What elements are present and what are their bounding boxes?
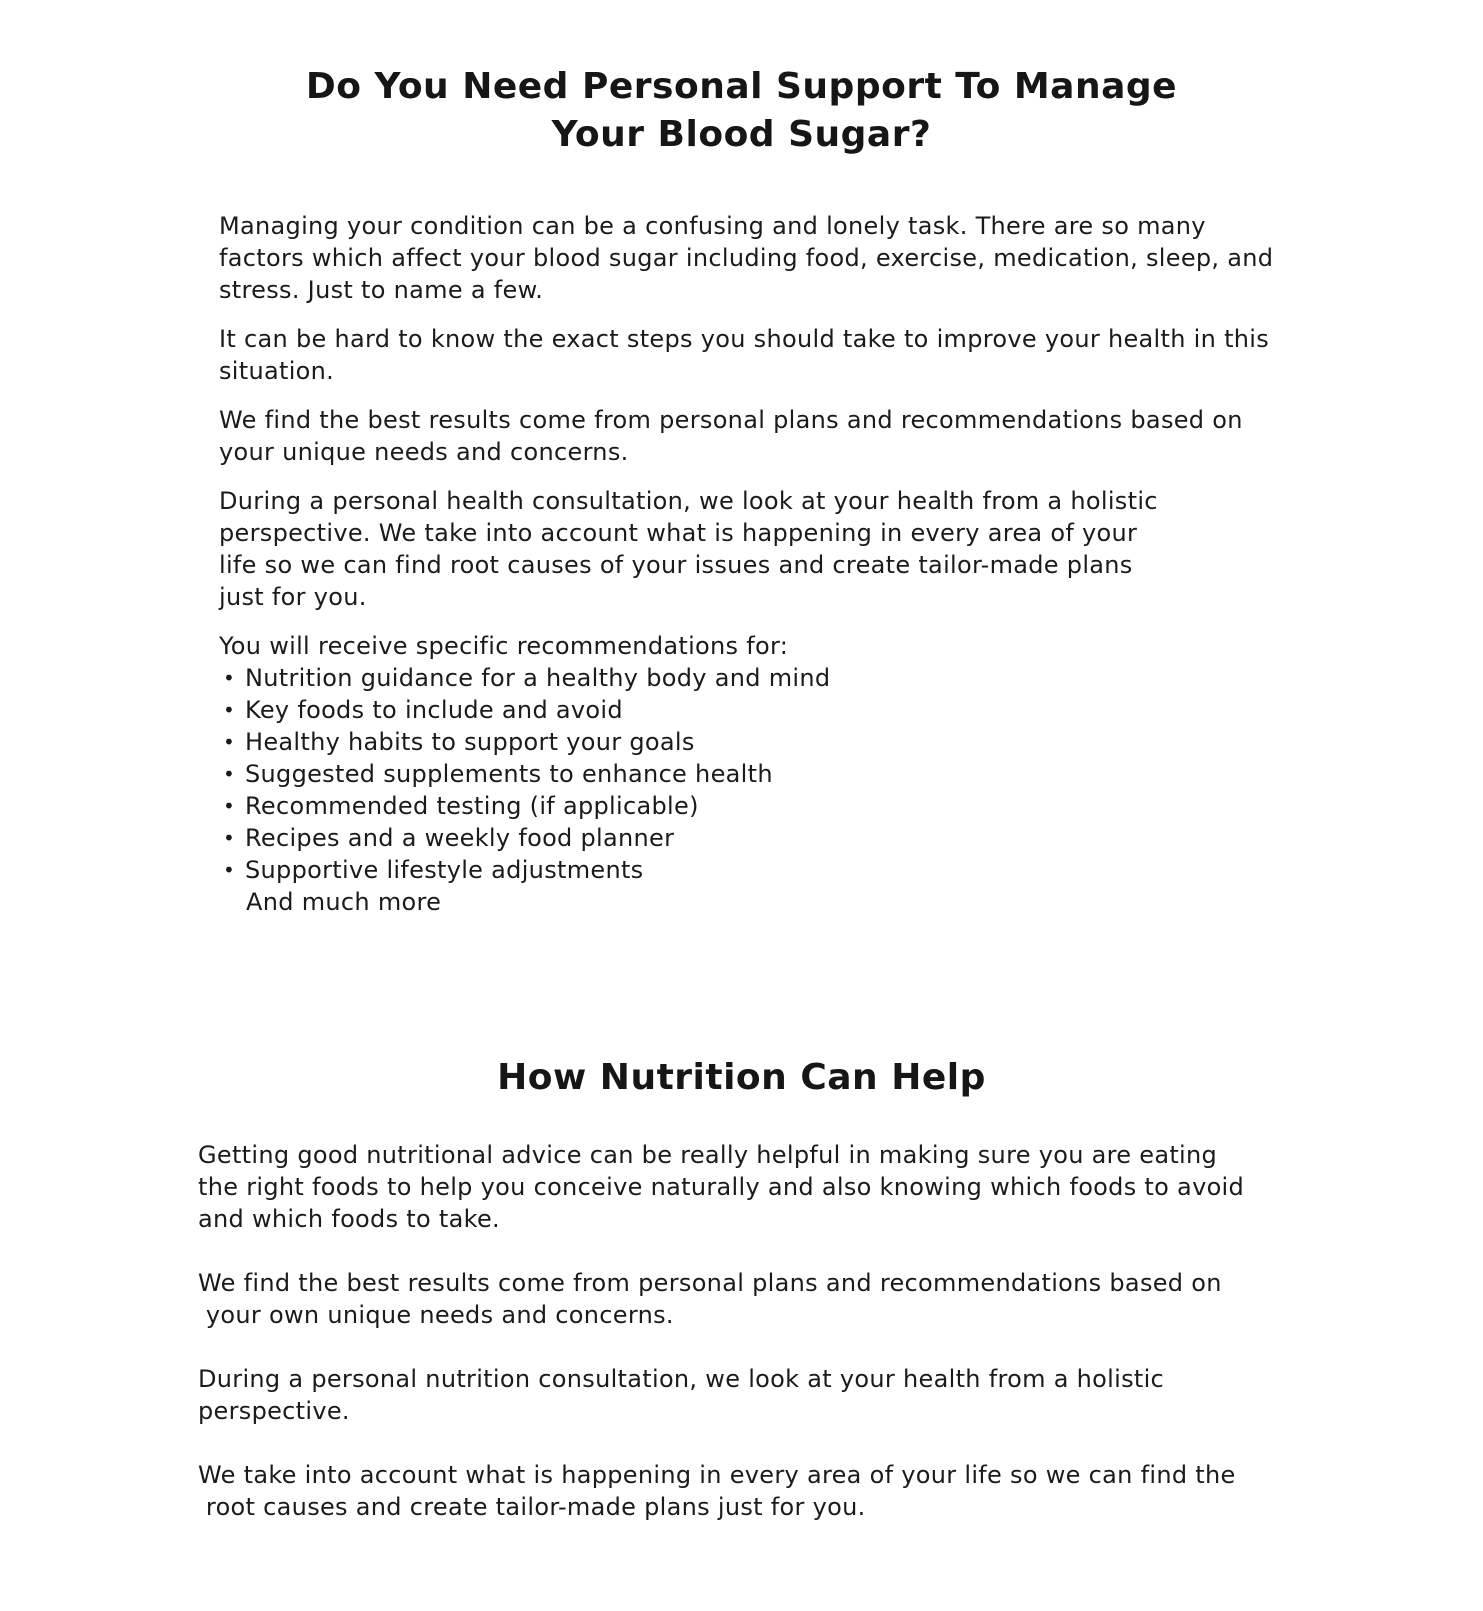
text-line: We take into account what is happening in every area of your life so we can find the: [198, 1461, 1236, 1489]
text-line: During a personal nutrition consultation, we look at your health from a holistic: [198, 1365, 1165, 1393]
page-title: [0, 63, 1483, 159]
paragraph: [198, 1459, 1298, 1523]
bullet-icon: •: [223, 794, 236, 818]
list-intro: You will receive specific recommendations for:: [219, 632, 789, 660]
list-item: [219, 726, 1299, 758]
list-item-text: Healthy habits to support your goals: [245, 728, 695, 756]
list-item-text: Suggested supplements to enhance health: [245, 760, 773, 788]
paragraph: [219, 485, 1299, 613]
text-line: We find the best results come from personal plans and recommendations based on: [219, 406, 1243, 434]
text-line: your own unique needs and concerns.: [198, 1301, 674, 1329]
list-item-text: Supportive lifestyle adjustments: [245, 856, 644, 884]
text-line: situation.: [219, 357, 335, 385]
bullet-icon: •: [223, 666, 236, 690]
support-section: [219, 210, 1299, 918]
recommendations-list: [219, 662, 1299, 886]
text-line: life so we can find root causes of your issues and create tailor-made plans: [219, 551, 1133, 579]
list-item: [219, 854, 1299, 886]
text-line: We find the best results come from personal plans and recommendations based on: [198, 1269, 1222, 1297]
list-item-text: Key foods to include and avoid: [245, 696, 623, 724]
paragraph: [198, 1267, 1298, 1331]
nutrition-section: [198, 1139, 1298, 1555]
list-item: [219, 662, 1299, 694]
list-item: [219, 694, 1299, 726]
paragraph: [198, 1139, 1298, 1235]
list-item: [219, 822, 1299, 854]
paragraph: [219, 210, 1299, 306]
text-line: factors which affect your blood sugar including food, exercise, medication, sleep, and: [219, 244, 1274, 272]
text-line: just for you.: [219, 583, 367, 611]
section-heading-text: How Nutrition Can Help: [497, 1057, 986, 1098]
list-item: [219, 790, 1299, 822]
paragraph: [219, 404, 1299, 468]
title-line: Your Blood Sugar?: [551, 114, 932, 155]
list-outro: And much more: [246, 888, 442, 916]
recommendations-block: [219, 630, 1299, 918]
bullet-icon: •: [223, 858, 236, 882]
list-item: [219, 758, 1299, 790]
bullet-icon: •: [223, 698, 236, 722]
text-line: It can be hard to know the exact steps you should take to improve your health in this: [219, 325, 1270, 353]
text-line: perspective. We take into account what is happening in every area of your: [219, 519, 1138, 547]
text-line: Managing your condition can be a confusing and lonely task. There are so many: [219, 212, 1206, 240]
text-line: your unique needs and concerns.: [219, 438, 629, 466]
paragraph: [198, 1363, 1298, 1427]
text-line: root causes and create tailor-made plans just for you.: [198, 1493, 866, 1521]
list-item-text: Recipes and a weekly food planner: [245, 824, 675, 852]
text-line: perspective.: [198, 1397, 350, 1425]
text-line: Getting good nutritional advice can be really helpful in making sure you are eating: [198, 1141, 1218, 1169]
bullet-icon: •: [223, 730, 236, 754]
text-line: the right foods to help you conceive naturally and also knowing which foods to avoid: [198, 1173, 1245, 1201]
list-item-text: Nutrition guidance for a healthy body and mind: [245, 664, 831, 692]
text-line: and which foods to take.: [198, 1205, 500, 1233]
bullet-icon: •: [223, 762, 236, 786]
bullet-icon: •: [223, 826, 236, 850]
paragraph: [219, 323, 1299, 387]
title-line: Do You Need Personal Support To Manage: [305, 66, 1178, 107]
section-heading: [0, 1054, 1483, 1102]
text-line: stress. Just to name a few.: [219, 276, 544, 304]
text-line: During a personal health consultation, we look at your health from a holistic: [219, 487, 1158, 515]
list-item-text: Recommended testing (if applicable): [245, 792, 699, 820]
